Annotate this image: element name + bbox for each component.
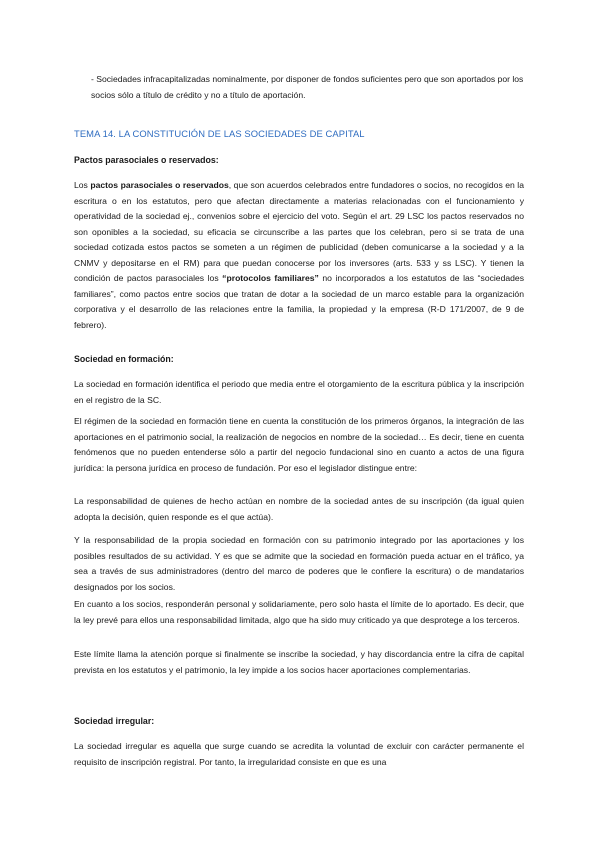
- paragraph-formacion-5: En cuanto a los socios, responderán personal y solidariamente, pero solo hasta el límite de lo aportado. Es decir, que la ley prevé para ellos una responsabilidad limitada, algo que ha sido muy criticado ya que desprotege a los terceros.: [74, 599, 524, 625]
- paragraph-formacion-6: Este límite llama la atención porque si finalmente se inscribe la sociedad, y hay discordancia entre la cifra de capital prevista en los estatutos y el patrimonio, la ley impide a los socios hacer aportaciones complementarias.: [74, 649, 524, 675]
- text-run: no incorporados a los estatutos de las “sociedades familiares”, como pactos entre socios que tratan de dotar a la sociedad de un marco estable para la organización corporativa y el desarrollo de las relaciones entre la familia, la propiedad y la empresa (R-D 171/2007, de 9 de febrero).: [74, 273, 524, 330]
- paragraph-formacion-3: La responsabilidad de quienes de hecho actúan en nombre de la sociedad antes de su inscripción (da igual quien adopta la decisión, quien responde es el que actúa).: [74, 496, 524, 522]
- text-run: Los: [74, 180, 91, 190]
- heading-pactos: Pactos parasociales o reservados:: [74, 155, 219, 165]
- paragraph-formacion-2: El régimen de la sociedad en formación tiene en cuenta la constitución de los primeros órganos, la integración de las aportaciones en el patrimonio social, la realización de negocios en nombre de la sociedad… Es decir, tiene en cuenta fenómenos que no pueden entenderse sólo a partir del negocio fundacional sino en cuanto a actos de una figura jurídica: la persona jurídica en proceso de fundación. Por eso el legislador distingue entre:: [74, 416, 524, 473]
- bold-term: pactos parasociales o reservados: [90, 180, 229, 190]
- heading-irregular: Sociedad irregular:: [74, 716, 155, 726]
- text-run: , que son acuerdos celebrados entre fundadores o socios, no recogidos en la escritura o en los estatutos, pero que afectan directamente a materias relacionadas con el funcionamiento y operatividad de la sociedad ej., convenios sobre el ejercicio del voto. Según el art. 29 LSC los pactos reservados no son oponibles a la sociedad, su eficacia se circunscribe a las partes que los celebran, pero si se trata de una sociedad cotizada estos pactos se someten a un régimen de publicidad (deben comunicarse a la sociedad y a la CNMV y depositarse en el RM) para que puedan conocerse por los inversores (arts. 533 y ss LSC). Y tienen la condición de pactos parasociales los: [74, 180, 524, 283]
- paragraph-formacion-1: La sociedad en formación identifica el periodo que media entre el otorgamiento de la escritura pública y la inscripción en el registro de la SC.: [74, 379, 524, 405]
- paragraph-formacion-4: Y la responsabilidad de la propia sociedad en formación con su patrimonio integrado por las aportaciones y los posibles resultados de su actividad. Y es que se admite que la sociedad en formación pueda actuar en el tráfico, ya sea a través de sus administradores (dentro del marco de poderes que le confiere la escritura) o de mandatarios designados por los socios.: [74, 535, 524, 592]
- paragraph-irregular-1: La sociedad irregular es aquella que surge cuando se acredita la voluntad de excluir con carácter permanente el requisito de inscripción registral. Por tanto, la irregularidad consiste en que es una: [74, 741, 524, 767]
- bold-term: “protocolos familiares”: [222, 273, 319, 283]
- paragraph-pactos: [74, 178, 524, 333]
- heading-formacion: Sociedad en formación:: [74, 354, 174, 364]
- bullet-item: - Sociedades infracapitalizadas nominalmente, por disponer de fondos suficientes pero que son aportados por los socios sólo a título de crédito y no a título de aportación.: [91, 74, 524, 100]
- section-title: TEMA 14. LA CONSTITUCIÓN DE LAS SOCIEDADES DE CAPITAL: [74, 128, 365, 139]
